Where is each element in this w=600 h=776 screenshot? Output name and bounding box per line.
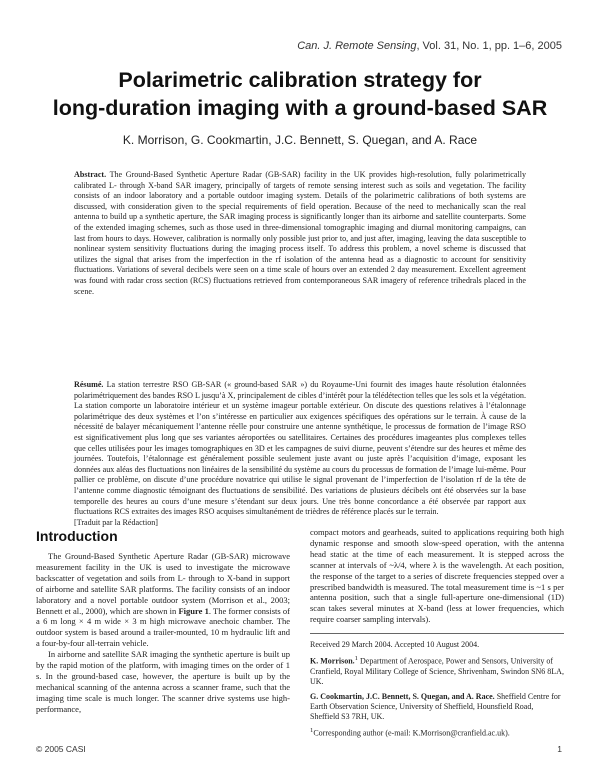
author-list: K. Morrison, G. Cookmartin, J.C. Bennett, S. Quegan, and A. Race	[122, 133, 478, 147]
journal-header	[297, 40, 562, 52]
corresponding-author: $^1$Corresponding author (e-mail: K.Morrison@cranfield.ac.uk).	[310, 727, 510, 738]
resume	[74, 380, 526, 528]
received-dates: Received 29 March 2004. Accepted 10 August 2004.	[310, 640, 480, 650]
affiliation-1: K. Morrison.$^1$ Department of Aerospace, Power and Sensors, University of Cranfield, Royal Military College of Science, Shrivenham, Swindon SN6 8LA, UK.	[310, 655, 564, 687]
title-line-2: long-duration imaging with a ground-based SAR	[52, 96, 548, 120]
footnote-divider	[310, 633, 564, 634]
affiliation-2: G. Cookmartin, J.C. Bennett, S. Quegan, and A. Race. Sheffield Centre for Earth Observation Science, University of Sheffield, Hounsfield Road, Sheffield S3 7RH, UK.	[310, 691, 561, 722]
resume-text: La station terrestre RSO GB-SAR (« ground-based SAR ») du Royaume-Uni fournit des images haute résolution étalonnées polarimétriquement des bandes RSO L jusqu’à X, principalement de cibles d’intérêt pour la télédétection telles que les sols et la végétation. La station comporte un laboratoire intérieur et un système imageur portable extérieur. On discute des questions relatives à l’étalonnage polarimétrique des deux systèmes et l’on s’intéresse en particulier aux exigences spécifiques des opérations sur le terrain. À cause de la nécessité de balayer mécaniquement l’antenne réelle pour construire une antenne synthétique, le processus de formation de l’image RSO est significativement plus long que ses variantes aéroportées ou satellitaires. Certaines des procédures imageantes plus complexes telles que celles utilisées pour les images tomographiques en 3D et les campagnes de suivi diurne, peuvent s’étendre sur des heures et même des journées. Toutefois, l’étalonnage est généralement possible seulement juste avant ou juste après l’acquisition d’image, exposant les données aux aléas des fluctuations non linéaires de la sensibilité du système au cours du processus de formation de l’image lui-même. Pour pallier ce problème, on discute d’une procédure novatrice qui utilise le signal provenant de l’imperfection de l’isolation rf de la tête de l’antenne comme diagnostic témoignant des fluctuations de sensibilité. Des variations de plusieurs décibels ont été observées sur la base temporelle des heures au cours d’une mesure s’étendant sur deux jours. Une très bonne concordance a été observée par rapport aux fluctuations RCS extraites des images RSO acquises simultanément de trièdres de référence placés sur le terrain.	[74, 380, 526, 517]
resume-label: Résumé.	[74, 380, 104, 389]
corresponding-email[interactable]: Corresponding author (e-mail: K.Morrison@cranfield.ac.uk).	[313, 728, 510, 738]
intro-paragraph-3: compact motors and gearheads, suited to applications requiring both high dynamic response and smooth slow-speed operation, with the antenna head static at the time of each measurement. It is stepped across the scanner at intervals of ~λ/4, where λ is the wavelength. At each position, the response of the target to a series of discrete frequencies stepped over a prescribed bandwidth is measured. The total measurement time is ~1 s per antenna position, such that a single full-aperture one-dimensional (1D) scan takes several minutes at X-band (less at lower frequencies, which require coarser sampling intervals).	[310, 527, 564, 625]
title-line-1: Polarimetric calibration strategy for	[118, 68, 482, 92]
abstract-text: The Ground-Based Synthetic Aperture Radar (GB-SAR) facility in the UK provides high-resolution, fully polarimetrically calibrated L- through X-band SAR imagery, principally of targets of remote sensing interest such as soils and vegetation. The facility consists of an indoor laboratory and a portable outdoor imaging system. Details of the polarimetric calibrations of both systems are discussed, with consideration given to the special requirements of field operation. Because of the need to mechanically scan the real antenna to build up a synthetic aperture, the SAR imaging process is significantly longer than its airborne and satellite counterparts. Some of the extended imaging schemes, such as those used in three-dimensional tomographic imaging and diurnal monitoring campaigns, can last from hours to days. However, calibration is normally only possible just prior to, and just after, imaging, leaving the data susceptible to nonlinear system sensitivity fluctuations during the imaging process itself. To address this problem, a novel scheme is discussed that utilizes the signal that arises from the imperfection in the rf isolation of the antenna head as a diagnostic to account for sensitivity fluctuations. Variations of several decibels were seen on a time scale of hours over an extended 2 day measurement. Excellent agreement was found with radar cross section (RCS) fluctuations retrieved from contemporaneous SAR imagery of reference trihedrals placed in the scene.	[74, 170, 526, 296]
right-column	[310, 527, 564, 743]
paper-title	[30, 66, 570, 122]
translation-note: [Traduit par la Rédaction]	[74, 517, 158, 527]
journal-volume: , Vol. 31, No. 1, pp. 1–6, 2005	[416, 40, 562, 52]
section-heading-introduction: Introduction	[36, 528, 118, 544]
intro-paragraph-1: The Ground-Based Synthetic Aperture Radar (GB-SAR) microwave measurement facility in the UK is used to investigate the microwave backscatter of vegetation and soils from L- through to X-band in support of airborne and satellite SAR platforms. The facility consists of an indoor laboratory and a novel portable outdoor system (Morrison et al., 2003; Bennett et al., 2000), which are shown in Figure 1. The former consists of a 6 m long × 4 m wide × 3 m high microwave anechoic chamber. The outdoor system is based around a trailer-mounted, 10 m hydraulic lift and a four-by-four all-terrain vehicle.	[36, 551, 290, 649]
copyright-notice: © 2005 CASI	[36, 744, 86, 754]
abstract-label: Abstract.	[74, 170, 107, 179]
left-column	[36, 528, 290, 715]
page-number: 1	[557, 744, 562, 754]
article-metadata	[310, 640, 564, 739]
journal-name: Can. J. Remote Sensing	[297, 40, 417, 52]
abstract	[74, 170, 526, 297]
intro-paragraph-2: In airborne and satellite SAR imaging the synthetic aperture is built up by the rapid motion of the platform, with imaging times on the order of 1 s. In the ground-based case, however, the aperture is built up by the mechanical scanning of the antenna across a scanner frame, such that the imaging time scale is much longer. The scanner drive systems use high-performance,	[36, 649, 290, 714]
figure-1-reference[interactable]: Figure 1	[178, 605, 209, 616]
